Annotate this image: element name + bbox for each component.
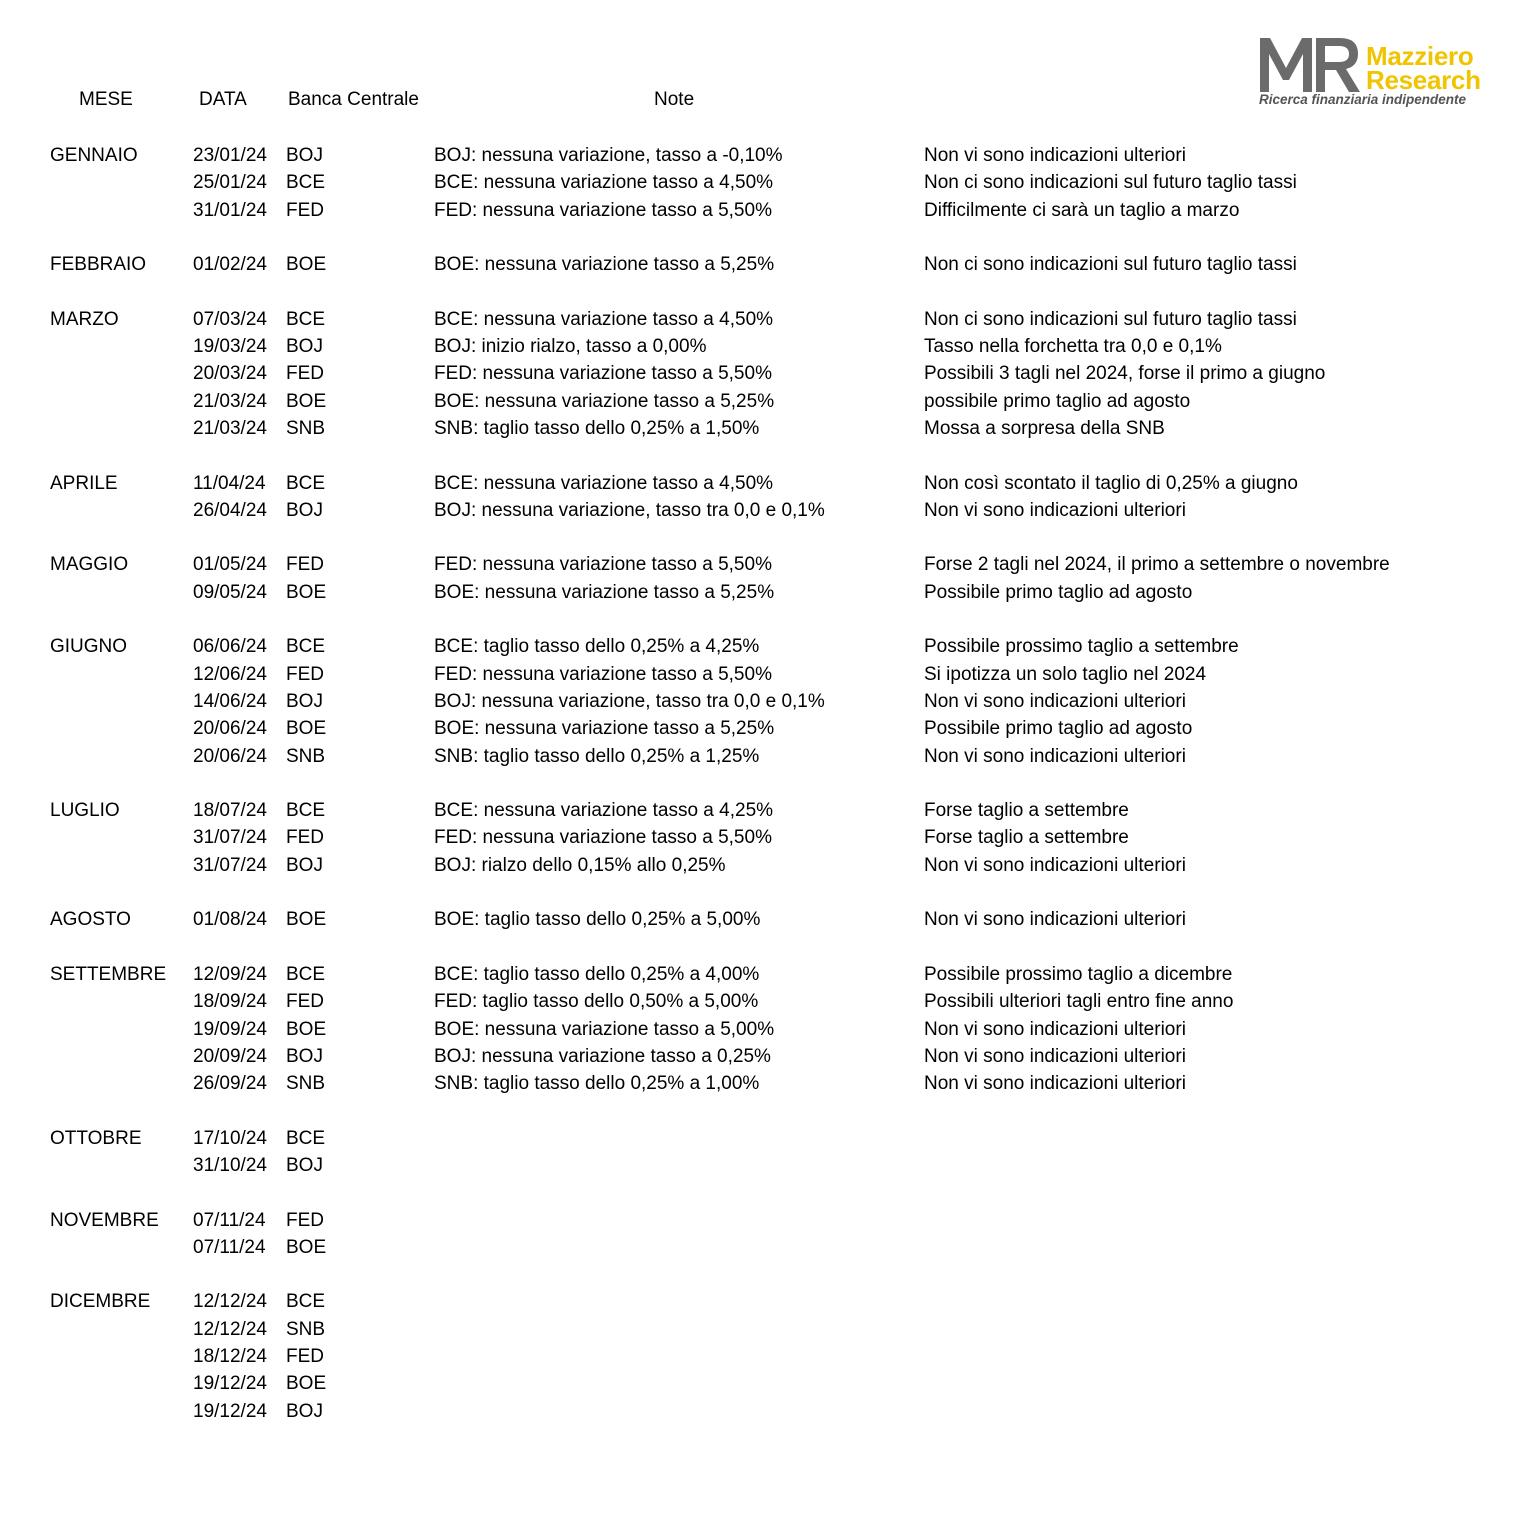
date-cell: 12/12/24 xyxy=(193,1318,267,1340)
note-cell: Non ci sono indicazioni sul futuro taglio tassi xyxy=(924,172,1297,194)
month-cell: DICEMBRE xyxy=(50,1291,151,1313)
note-cell: Mossa a sorpresa della SNB xyxy=(924,417,1165,439)
month-cell: AGOSTO xyxy=(50,909,131,931)
note-cell: Forse taglio a settembre xyxy=(924,800,1129,822)
note-cell: Possibili 3 tagli nel 2024, forse il primo a giugno xyxy=(924,363,1326,385)
date-cell: 11/04/24 xyxy=(193,472,266,494)
bank-cell: FED xyxy=(286,827,324,849)
table-row xyxy=(0,169,1530,196)
bank-cell: BOE xyxy=(286,1236,327,1258)
date-cell: 07/11/24 xyxy=(193,1209,266,1231)
bank-cell: BOJ xyxy=(286,854,323,876)
month-cell: NOVEMBRE xyxy=(50,1209,159,1231)
note-cell: Non vi sono indicazioni ulteriori xyxy=(924,499,1186,521)
date-cell: 12/09/24 xyxy=(193,963,267,985)
bank-cell: FED xyxy=(286,554,324,576)
date-cell: 01/05/24 xyxy=(193,554,267,576)
note-cell: Non vi sono indicazioni ulteriori xyxy=(924,1018,1186,1040)
month-cell: LUGLIO xyxy=(50,800,120,822)
note-cell: Non vi sono indicazioni ulteriori xyxy=(924,909,1186,931)
date-cell: 21/03/24 xyxy=(193,417,267,439)
table-row xyxy=(0,1316,1530,1343)
central-bank-calendar-table xyxy=(0,142,1530,1452)
date-cell: 19/03/24 xyxy=(193,336,267,358)
bank-cell: BOE xyxy=(286,1373,327,1395)
month-cell: MAGGIO xyxy=(50,554,129,576)
month-cell: SETTEMBRE xyxy=(50,963,167,985)
bank-cell: BCE xyxy=(286,308,326,330)
bank-cell: BCE xyxy=(286,1291,326,1313)
month-group xyxy=(0,251,1530,278)
table-row xyxy=(0,961,1530,988)
bank-cell: FED xyxy=(286,991,324,1013)
bank-cell: SNB xyxy=(286,1073,326,1095)
date-cell: 31/07/24 xyxy=(193,854,267,876)
note-cell: Non vi sono indicazioni ulteriori xyxy=(924,690,1186,712)
decision-cell: BOE: taglio tasso dello 0,25% a 5,00% xyxy=(434,909,761,931)
note-cell: Forse taglio a settembre xyxy=(924,827,1129,849)
bank-cell: BCE xyxy=(286,800,326,822)
note-cell: Si ipotizza un solo taglio nel 2024 xyxy=(924,663,1207,685)
decision-cell: BOJ: nessuna variazione, tasso a -0,10% xyxy=(434,145,783,166)
table-row xyxy=(0,1234,1530,1261)
month-group xyxy=(0,633,1530,769)
table-row xyxy=(0,360,1530,387)
date-cell: 19/12/24 xyxy=(193,1400,267,1422)
bank-cell: FED xyxy=(286,199,324,221)
date-cell: 07/03/24 xyxy=(193,308,267,330)
date-cell: 23/01/24 xyxy=(193,145,267,166)
date-cell: 19/09/24 xyxy=(193,1018,267,1040)
decision-cell: FED: nessuna variazione tasso a 5,50% xyxy=(434,827,772,849)
date-cell: 26/09/24 xyxy=(193,1073,267,1095)
table-row xyxy=(0,1343,1530,1370)
logo-tagline: Ricerca finanziaria indipendente xyxy=(1259,92,1467,107)
table-row xyxy=(0,852,1530,879)
date-cell: 01/02/24 xyxy=(193,254,267,276)
bank-cell: BOE xyxy=(286,581,327,603)
month-cell: APRILE xyxy=(50,472,118,494)
decision-cell: BCE: taglio tasso dello 0,25% a 4,00% xyxy=(434,963,760,985)
date-cell: 18/07/24 xyxy=(193,800,267,822)
decision-cell: BCE: nessuna variazione tasso a 4,50% xyxy=(434,472,774,494)
bank-cell: BOE xyxy=(286,909,327,931)
date-cell: 18/12/24 xyxy=(193,1346,267,1368)
table-row xyxy=(0,551,1530,578)
date-cell: 20/03/24 xyxy=(193,363,267,385)
date-cell: 18/09/24 xyxy=(193,991,267,1013)
month-group xyxy=(0,1207,1530,1262)
bank-cell: FED xyxy=(286,1346,324,1368)
table-row xyxy=(0,415,1530,442)
table-row xyxy=(0,388,1530,415)
date-cell: 12/06/24 xyxy=(193,663,267,685)
note-cell: Non così scontato il taglio di 0,25% a giugno xyxy=(924,472,1298,494)
bank-cell: SNB xyxy=(286,417,326,439)
note-cell: Non vi sono indicazioni ulteriori xyxy=(924,1073,1186,1095)
note-cell: Possibile prossimo taglio a settembre xyxy=(924,636,1239,658)
bank-cell: SNB xyxy=(286,745,326,767)
date-cell: 09/05/24 xyxy=(193,581,267,603)
month-group xyxy=(0,470,1530,525)
bank-cell: BCE xyxy=(286,963,326,985)
decision-cell: FED: nessuna variazione tasso a 5,50% xyxy=(434,663,772,685)
date-cell: 20/06/24 xyxy=(193,718,267,740)
month-group xyxy=(0,306,1530,442)
table-row xyxy=(0,797,1530,824)
table-row xyxy=(0,333,1530,360)
mr-monogram-icon xyxy=(1258,34,1368,94)
table-row xyxy=(0,906,1530,933)
date-cell: 31/01/24 xyxy=(193,199,267,221)
month-group xyxy=(0,551,1530,606)
bank-cell: BCE xyxy=(286,172,326,194)
bank-cell: BOE xyxy=(286,254,327,276)
logo-name-line1: Mazziero xyxy=(1366,41,1474,71)
decision-cell: BOE: nessuna variazione tasso a 5,25% xyxy=(434,718,775,740)
note-cell: Non ci sono indicazioni sul futuro taglio tassi xyxy=(924,254,1297,276)
month-cell: MARZO xyxy=(50,308,119,330)
note-cell: Difficilmente ci sarà un taglio a marzo xyxy=(924,199,1240,221)
table-row xyxy=(0,579,1530,606)
month-cell: GENNAIO xyxy=(50,145,138,166)
logo-name-line2: Research xyxy=(1366,65,1481,95)
mazziero-research-logo xyxy=(1258,34,1498,110)
decision-cell: BOE: nessuna variazione tasso a 5,25% xyxy=(434,254,775,276)
decision-cell: SNB: taglio tasso dello 0,25% a 1,00% xyxy=(434,1073,760,1095)
date-cell: 01/08/24 xyxy=(193,909,267,931)
month-cell: FEBBRAIO xyxy=(50,254,147,276)
bank-cell: FED xyxy=(286,1209,324,1231)
month-group xyxy=(0,1288,1530,1424)
note-cell: Possibile prossimo taglio a dicembre xyxy=(924,963,1233,985)
note-cell: Non vi sono indicazioni ulteriori xyxy=(924,1045,1186,1067)
date-cell: 20/06/24 xyxy=(193,745,267,767)
table-row xyxy=(0,197,1530,224)
note-cell: Non ci sono indicazioni sul futuro taglio tassi xyxy=(924,308,1297,330)
month-cell: OTTOBRE xyxy=(50,1127,142,1149)
decision-cell: BCE: nessuna variazione tasso a 4,50% xyxy=(434,308,774,330)
note-cell: Possibili ulteriori tagli entro fine anno xyxy=(924,991,1234,1013)
bank-cell: BOJ xyxy=(286,1045,323,1067)
decision-cell: BOJ: rialzo dello 0,15% allo 0,25% xyxy=(434,854,726,876)
table-row xyxy=(0,988,1530,1015)
note-cell: Possibile primo taglio ad agosto xyxy=(924,718,1193,740)
bank-cell: BOJ xyxy=(286,690,323,712)
table-row xyxy=(0,497,1530,524)
table-row xyxy=(0,824,1530,851)
table-row xyxy=(0,470,1530,497)
decision-cell: FED: taglio tasso dello 0,50% a 5,00% xyxy=(434,991,759,1013)
month-group xyxy=(0,961,1530,1097)
date-cell: 19/12/24 xyxy=(193,1373,267,1395)
note-cell: Non vi sono indicazioni ulteriori xyxy=(924,745,1186,767)
decision-cell: BOJ: nessuna variazione, tasso tra 0,0 e 0,1% xyxy=(434,690,825,712)
month-group xyxy=(0,906,1530,933)
date-cell: 25/01/24 xyxy=(193,172,267,194)
bank-cell: BOJ xyxy=(286,1400,323,1422)
table-row xyxy=(0,1125,1530,1152)
month-group xyxy=(0,142,1530,224)
decision-cell: BCE: nessuna variazione tasso a 4,50% xyxy=(434,172,774,194)
decision-cell: BOJ: nessuna variazione, tasso tra 0,0 e 0,1% xyxy=(434,499,825,521)
header-note: Note xyxy=(654,89,695,110)
bank-cell: BOE xyxy=(286,390,327,412)
header-data: DATA xyxy=(199,89,247,110)
table-row xyxy=(0,251,1530,278)
table-row xyxy=(0,1370,1530,1397)
bank-cell: BOJ xyxy=(286,145,323,166)
decision-cell: FED: nessuna variazione tasso a 5,50% xyxy=(434,363,772,385)
decision-cell: FED: nessuna variazione tasso a 5,50% xyxy=(434,199,772,221)
table-row xyxy=(0,633,1530,660)
bank-cell: BOJ xyxy=(286,1154,323,1176)
note-cell: Non vi sono indicazioni ulteriori xyxy=(924,145,1186,166)
date-cell: 06/06/24 xyxy=(193,636,267,658)
table-row xyxy=(0,142,1530,169)
date-cell: 20/09/24 xyxy=(193,1045,267,1067)
table-row xyxy=(0,688,1530,715)
date-cell: 31/07/24 xyxy=(193,827,267,849)
decision-cell: BCE: nessuna variazione tasso a 4,25% xyxy=(434,800,774,822)
bank-cell: FED xyxy=(286,663,324,685)
table-row xyxy=(0,1070,1530,1097)
header-banca-centrale: Banca Centrale xyxy=(288,89,419,110)
note-cell: Possibile primo taglio ad agosto xyxy=(924,581,1193,603)
bank-cell: BOE xyxy=(286,1018,327,1040)
date-cell: 07/11/24 xyxy=(193,1236,266,1258)
note-cell: Non vi sono indicazioni ulteriori xyxy=(924,854,1186,876)
header-mese: MESE xyxy=(79,89,133,110)
decision-cell: BCE: taglio tasso dello 0,25% a 4,25% xyxy=(434,636,760,658)
note-cell: Tasso nella forchetta tra 0,0 e 0,1% xyxy=(924,336,1222,358)
date-cell: 31/10/24 xyxy=(193,1154,267,1176)
bank-cell: BCE xyxy=(286,636,326,658)
table-row xyxy=(0,661,1530,688)
table-row xyxy=(0,1043,1530,1070)
table-row xyxy=(0,743,1530,770)
date-cell: 26/04/24 xyxy=(193,499,267,521)
decision-cell: BOE: nessuna variazione tasso a 5,25% xyxy=(434,581,775,603)
decision-cell: SNB: taglio tasso dello 0,25% a 1,25% xyxy=(434,745,760,767)
decision-cell: FED: nessuna variazione tasso a 5,50% xyxy=(434,554,772,576)
table-row xyxy=(0,715,1530,742)
month-group xyxy=(0,797,1530,879)
bank-cell: BOJ xyxy=(286,336,323,358)
bank-cell: BOE xyxy=(286,718,327,740)
bank-cell: BCE xyxy=(286,1127,326,1149)
decision-cell: SNB: taglio tasso dello 0,25% a 1,50% xyxy=(434,417,760,439)
date-cell: 17/10/24 xyxy=(193,1127,267,1149)
bank-cell: SNB xyxy=(286,1318,326,1340)
decision-cell: BOE: nessuna variazione tasso a 5,25% xyxy=(434,390,775,412)
table-row xyxy=(0,1016,1530,1043)
table-row xyxy=(0,306,1530,333)
month-group xyxy=(0,1125,1530,1180)
bank-cell: BOJ xyxy=(286,499,323,521)
table-row xyxy=(0,1288,1530,1315)
month-cell: GIUGNO xyxy=(50,636,128,658)
decision-cell: BOE: nessuna variazione tasso a 5,00% xyxy=(434,1018,775,1040)
table-row xyxy=(0,1207,1530,1234)
table-row xyxy=(0,1152,1530,1179)
note-cell: possibile primo taglio ad agosto xyxy=(924,390,1191,412)
date-cell: 14/06/24 xyxy=(193,690,267,712)
bank-cell: BCE xyxy=(286,472,326,494)
date-cell: 21/03/24 xyxy=(193,390,267,412)
note-cell: Forse 2 tagli nel 2024, il primo a settembre o novembre xyxy=(924,554,1390,576)
date-cell: 12/12/24 xyxy=(193,1291,267,1313)
bank-cell: FED xyxy=(286,363,324,385)
table-row xyxy=(0,1398,1530,1425)
decision-cell: BOJ: nessuna variazione tasso a 0,25% xyxy=(434,1045,771,1067)
decision-cell: BOJ: inizio rialzo, tasso a 0,00% xyxy=(434,336,707,358)
